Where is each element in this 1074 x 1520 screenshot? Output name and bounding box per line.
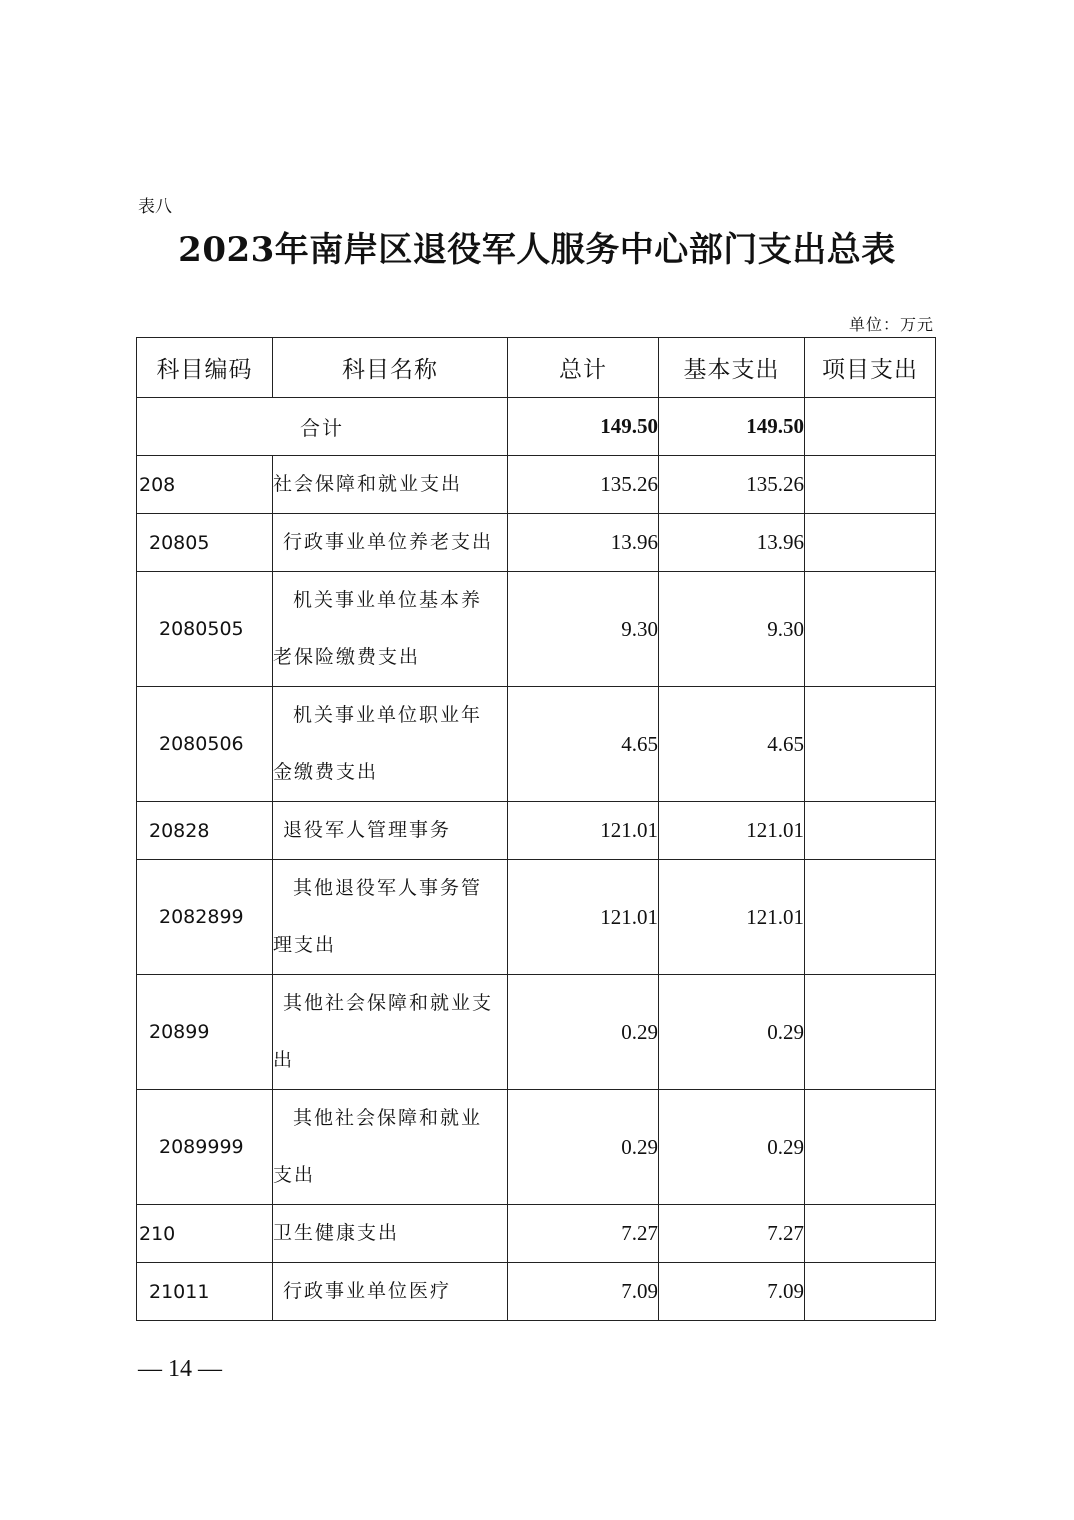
- row-basic: 7.27: [659, 1205, 805, 1263]
- table-row: [137, 975, 936, 1090]
- subject-name: 社会保障和就业支出: [273, 456, 508, 514]
- row-total: 135.26: [508, 456, 659, 514]
- row-basic: 121.01: [659, 860, 805, 975]
- subject-code: 2082899: [137, 860, 273, 975]
- row-total: 4.65: [508, 687, 659, 802]
- table-row: [137, 1263, 936, 1321]
- row-total: 7.09: [508, 1263, 659, 1321]
- row-total: 121.01: [508, 860, 659, 975]
- column-header-basic: 基本支出: [659, 338, 805, 398]
- subject-name: 其他社会保障和就业支 出: [273, 975, 508, 1090]
- page-number: — 14 —: [138, 1356, 222, 1382]
- row-basic: 13.96: [659, 514, 805, 572]
- row-basic: 4.65: [659, 687, 805, 802]
- subject-code: 20899: [137, 975, 273, 1090]
- row-project: [805, 860, 936, 975]
- row-project: [805, 1090, 936, 1205]
- table-row: [137, 802, 936, 860]
- total-amount: 149.50: [508, 398, 659, 456]
- subject-code: 20805: [137, 514, 273, 572]
- total-row: [137, 398, 936, 456]
- row-project: [805, 456, 936, 514]
- table-row: [137, 687, 936, 802]
- table-header-row: [137, 338, 936, 398]
- column-header-code: 科目编码: [137, 338, 273, 398]
- row-basic: 7.09: [659, 1263, 805, 1321]
- row-basic: 0.29: [659, 1090, 805, 1205]
- table-row: [137, 572, 936, 687]
- row-project: [805, 514, 936, 572]
- total-label: 合计: [137, 398, 508, 456]
- row-basic: 121.01: [659, 802, 805, 860]
- column-header-project: 项目支出: [805, 338, 936, 398]
- expenditure-table: [136, 337, 936, 1321]
- subject-code: 210: [137, 1205, 273, 1263]
- row-total: 0.29: [508, 1090, 659, 1205]
- row-total: 9.30: [508, 572, 659, 687]
- subject-name: 机关事业单位职业年 金缴费支出: [273, 687, 508, 802]
- subject-name: 行政事业单位医疗: [273, 1263, 508, 1321]
- row-project: [805, 975, 936, 1090]
- table-row: [137, 1090, 936, 1205]
- subject-name: 卫生健康支出: [273, 1205, 508, 1263]
- column-header-name: 科目名称: [273, 338, 508, 398]
- row-project: [805, 1205, 936, 1263]
- page-title: 2023年南岸区退役军人服务中心部门支出总表: [178, 230, 896, 270]
- row-total: 7.27: [508, 1205, 659, 1263]
- subject-name: 行政事业单位养老支出: [273, 514, 508, 572]
- subject-name: 退役军人管理事务: [273, 802, 508, 860]
- subject-name: 其他社会保障和就业 支出: [273, 1090, 508, 1205]
- row-basic: 9.30: [659, 572, 805, 687]
- row-basic: 0.29: [659, 975, 805, 1090]
- row-total: 121.01: [508, 802, 659, 860]
- table-row: [137, 860, 936, 975]
- subject-name: 机关事业单位基本养 老保险缴费支出: [273, 572, 508, 687]
- subject-code: 20828: [137, 802, 273, 860]
- total-basic: 149.50: [659, 398, 805, 456]
- column-header-total: 总计: [508, 338, 659, 398]
- table-row: [137, 456, 936, 514]
- subject-code: 2089999: [137, 1090, 273, 1205]
- row-total: 13.96: [508, 514, 659, 572]
- row-basic: 135.26: [659, 456, 805, 514]
- subject-code: 208: [137, 456, 273, 514]
- table-row: [137, 1205, 936, 1263]
- subject-code: 21011: [137, 1263, 273, 1321]
- table-label: 表八: [138, 197, 172, 217]
- row-project: [805, 802, 936, 860]
- total-project: [805, 398, 936, 456]
- row-total: 0.29: [508, 975, 659, 1090]
- subject-code: 2080505: [137, 572, 273, 687]
- subject-name: 其他退役军人事务管 理支出: [273, 860, 508, 975]
- row-project: [805, 1263, 936, 1321]
- subject-code: 2080506: [137, 687, 273, 802]
- table-row: [137, 514, 936, 572]
- row-project: [805, 572, 936, 687]
- unit-note: 单位：万元: [848, 315, 934, 334]
- row-project: [805, 687, 936, 802]
